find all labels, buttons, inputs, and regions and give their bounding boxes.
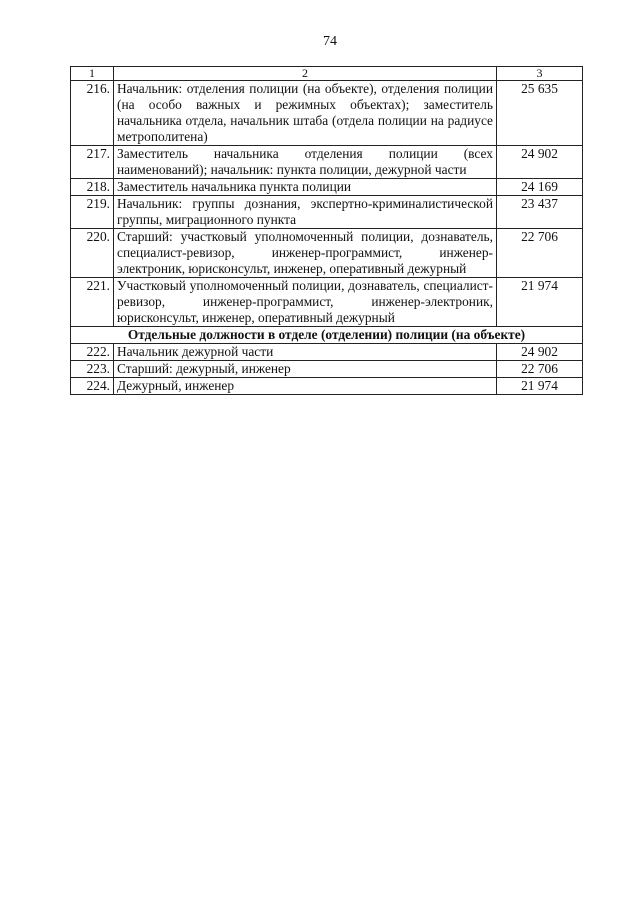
position-title: Начальник дежурной части <box>114 344 497 361</box>
position-title: Дежурный, инженер <box>114 378 497 395</box>
column-header-number: 1 <box>71 67 114 81</box>
salary-value: 23 437 <box>497 196 583 229</box>
salary-value: 22 706 <box>497 361 583 378</box>
table-row <box>71 344 583 361</box>
salary-value: 24 169 <box>497 179 583 196</box>
row-number: 218. <box>71 179 114 196</box>
section-heading-row <box>71 327 583 344</box>
salary-value: 22 706 <box>497 229 583 278</box>
position-title: Начальник: группы дознания, экспертно-криминалистической группы, миграционного пункта <box>114 196 497 229</box>
row-number: 224. <box>71 378 114 395</box>
position-title: Участковый уполномоченный полиции, дознаватель, специалист-ревизор, инженер-программист, инженер-электроник, юрисконсульт, инженер, оперативный дежурный <box>114 278 497 327</box>
salary-value: 25 635 <box>497 81 583 146</box>
table-row <box>71 196 583 229</box>
table-row <box>71 179 583 196</box>
salary-table <box>70 66 583 395</box>
position-title: Заместитель начальника отделения полиции (всех наименований); начальник: пункта полиции, дежурной части <box>114 146 497 179</box>
row-number: 220. <box>71 229 114 278</box>
position-title: Начальник: отделения полиции (на объекте), отделения полиции (на особо важных и режимных объектах); заместитель начальника отдела, начальник штаба (отдела полиции на радиусе метрополитена) <box>114 81 497 146</box>
row-number: 223. <box>71 361 114 378</box>
column-header-position: 2 <box>114 67 497 81</box>
row-number: 217. <box>71 146 114 179</box>
row-number: 222. <box>71 344 114 361</box>
salary-value: 21 974 <box>497 378 583 395</box>
salary-value: 24 902 <box>497 344 583 361</box>
row-number: 219. <box>71 196 114 229</box>
table-row <box>71 278 583 327</box>
table-row <box>71 146 583 179</box>
salary-value: 24 902 <box>497 146 583 179</box>
position-title: Старший: дежурный, инженер <box>114 361 497 378</box>
position-title: Старший: участковый уполномоченный полиции, дознаватель, специалист-ревизор, инженер-программист, инженер-электроник, юрисконсульт, инженер, оперативный дежурный <box>114 229 497 278</box>
table-row <box>71 361 583 378</box>
table-row <box>71 229 583 278</box>
table-row <box>71 81 583 146</box>
row-number: 216. <box>71 81 114 146</box>
table-header-row <box>71 67 583 81</box>
position-title: Заместитель начальника пункта полиции <box>114 179 497 196</box>
salary-value: 21 974 <box>497 278 583 327</box>
section-heading: Отдельные должности в отделе (отделении) полиции (на объекте) <box>71 327 583 344</box>
row-number: 221. <box>71 278 114 327</box>
table-row <box>71 378 583 395</box>
column-header-salary: 3 <box>497 67 583 81</box>
page-number: 74 <box>323 34 337 49</box>
